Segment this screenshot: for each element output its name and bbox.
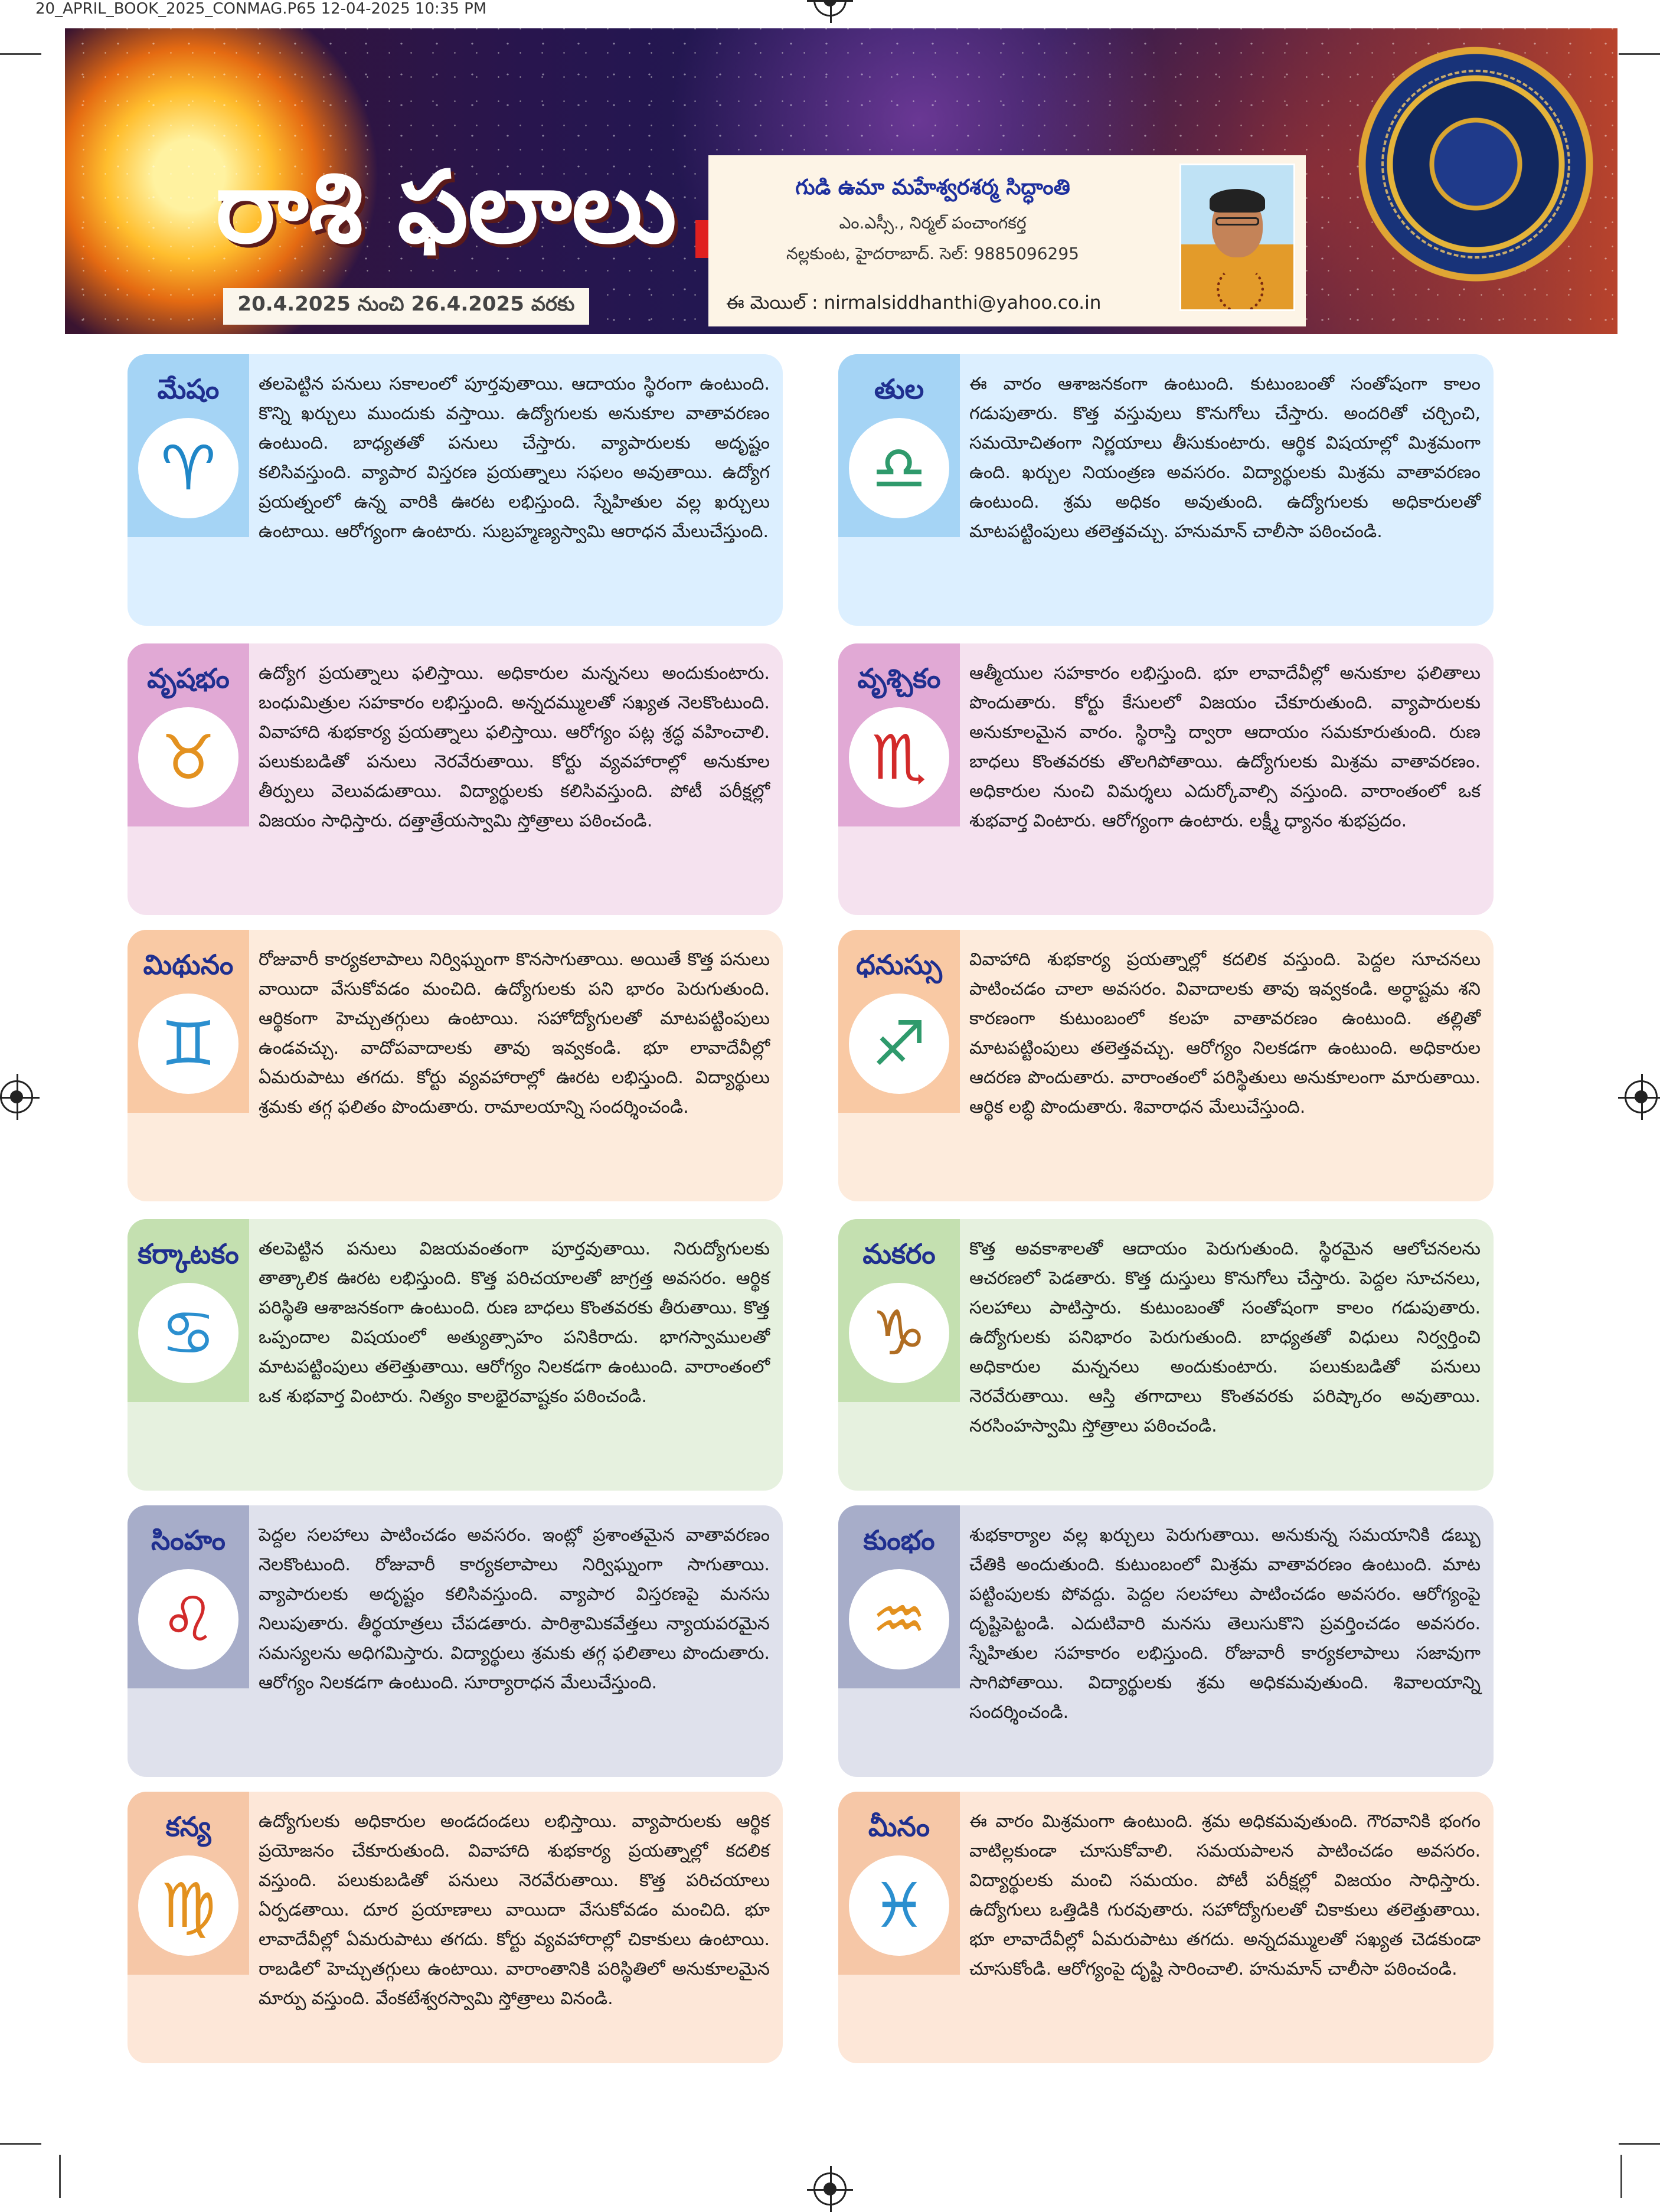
sign-prediction: శుభకార్యాల వల్ల ఖర్చులు పెరుగుతాయి. అనుకున్న సమయానికి డబ్బు చేతికి అందుతుంది. కుటుంబంలో మిశ్రమ వాతావరణం ఉంటుంది. మాట పట్టింపులకు పోవద్దు. పెద్దల సలహాలు పాటించడం అవసరం. ఆరోగ్యంపై దృష్టిపెట్టండి. ఎదుటివారి మనసు తెలుసుకొని ప్రవర్తించడం అవసరం. స్నేహితుల సహకారం లభిస్తుంది. రోజువారీ కార్యకలాపాలు సజావుగా సాగిపోతాయి. విద్యార్థులకు శ్రమ అధికమవుతుంది. శివాలయాన్ని సందర్శించండి. <box>969 1525 1481 1723</box>
sign-prediction: పెద్దల సలహాలు పాటించడం అవసరం. ఇంట్లో ప్రశాంతమైన వాతావరణం నెలకొంటుంది. రోజువారీ కార్యకలాపాలు నిర్విఘ్నంగా సాగుతాయి. వ్యాపారులకు అదృష్టం కలిసివస్తుంది. వ్యాపార విస్తరణపై మనసు నిలుపుతారు. తీర్థయాత్రలు చేపడతారు. పారిశ్రామికవేత్తలు న్యాయపరమైన సమస్యలను అధిగమిస్తారు. విద్యార్థులు శ్రమకు తగ్గ ఫలితాలు పొందుతారు. ఆరోగ్యం నిలకడగా ఉంటుంది. సూర్యారాధన మేలుచేస్తుంది. <box>259 1525 770 1693</box>
sign-prediction: ఈ వారం ఆశాజనకంగా ఉంటుంది. కుటుంబంతో సంతోషంగా కాలం గడుపుతారు. కొత్త వస్తువులు కొనుగోలు చేస్తారు. అందరితో చర్చించి, సమయోచితంగా నిర్ణయాలు తీసుకుంటారు. ఆర్థిక విషయాల్లో మిశ్రమంగా ఉంది. ఖర్చుల నియంత్రణ అవసరం. విద్యార్థులకు మిశ్రమ వాతావరణం ఉంటుంది. శ్రమ అధికం అవుతుంది. ఉద్యోగులకు అధికారులతో మాటపట్టింపులు తలెత్తవచ్చు. హనుమాన్ చాలీసా పఠించండి. <box>969 374 1481 542</box>
crab-icon: ♋ <box>138 1283 238 1383</box>
sign-prediction: ఉద్యోగులకు అధికారుల అండదండలు లభిస్తాయి. వ్యాపారులకు ఆర్థిక ప్రయోజనం చేకూరుతుంది. వివాహాది శుభకార్య ప్రయత్నాల్లో కదలిక వస్తుంది. పలుకుబడితో పనులు నెరవేరుతాయి. కొత్త పరిచయాలు ఏర్పడతాయి. దూర ప్రయాణాలు వాయిదా వేసుకోవడం మంచిది. భూ లావాదేవీల్లో ఏమరుపాటు తగదు. కోర్టు వ్యవహారాల్లో చికాకులు ఉంటాయి. రాబడిలో హెచ్చుతగ్గులు ఉంటాయి. వారాంతానికి పరిస్థితిలో అనుకూలమైన మార్పు వస్తుంది. వేంకటేశ్వరస్వామి స్తోత్రాలు వినండి. <box>259 1811 770 2009</box>
sign-prediction: కొత్త అవకాశాలతో ఆదాయం పెరుగుతుంది. స్థిరమైన ఆలోచనలను ఆచరణలో పెడతారు. కొత్త దుస్తులు కొనుగోలు చేస్తారు. పెద్దల సూచనలు, సలహాలు పాటిస్తారు. కుటుంబంతో సంతోషంగా కాలం గడుపుతారు. ఉద్యోగులకు పనిభారం పెరుగుతుంది. బాధ్యతతో విధులు నిర్వర్తించి అధికారుల మన్ననలు అందుకుంటారు. పలుకుబడితో పనులు నెరవేరుతాయి. ఆస్తి తగాదాలు కొంతవరకు పరిష్కారం అవుతాయి. నరసింహస్వామి స్తోత్రాలు పఠించండి. <box>969 1239 1481 1436</box>
maiden-icon: ♍ <box>138 1855 238 1956</box>
sign-prediction: తలపెట్టిన పనులు సకాలంలో పూర్తవుతాయి. ఆదాయం స్థిరంగా ఉంటుంది. కొన్ని ఖర్చులు ముందుకు వస్తాయి. ఉద్యోగులకు అనుకూల వాతావరణం ఉంటుంది. బాధ్యతతో పనులు చేస్తారు. వ్యాపారులకు అదృష్టం కలిసివస్తుంది. వ్యాపార విస్తరణ ప్రయత్నాలు సఫలం అవుతాయి. ఉద్యోగ ప్రయత్నంలో ఉన్న వారికి ఊరట లభిస్తుంది. స్నేహితుల వల్ల ఖర్చులు ఉంటాయి. ఆరోగ్యంగా ఉంటారు. సుబ్రహ్మణ్యస్వామి ఆరాధన మేలుచేస్తుంది. <box>259 374 770 542</box>
sign-card-kumbham <box>838 1505 1494 1777</box>
header-banner <box>65 28 1617 334</box>
sign-prediction: ఈ వారం మిశ్రమంగా ఉంటుంది. శ్రమ అధికమవుతుంది. గౌరవానికి భంగం వాటిల్లకుండా చూసుకోవాలి. సమయపాలన పాటించడం అవసరం. విద్యార్థులకు మంచి సమయం. పోటీ పరీక్షల్లో విజయం సాధిస్తారు. ఉద్యోగులు ఒత్తిడికి గురవుతారు. సహోద్యోగులతో చికాకులు తలెత్తుతాయి. భూ లావాదేవీల్లో ఏమరుపాటు తగదు. అన్నదమ్ములతో సఖ్యత చెడకుండా చూసుకోండి. ఆరోగ్యంపై దృష్టి సారించాలి. హనుమాన్ చాలీసా పఠించండి. <box>969 1811 1481 1979</box>
sign-card-simham <box>128 1505 783 1777</box>
sign-card-mithunam <box>128 930 783 1201</box>
sign-card-kanya <box>128 1792 783 2063</box>
sign-name: కుంభం <box>863 1524 935 1556</box>
sign-card-meenam <box>838 1792 1494 2063</box>
sign-name: తుల <box>874 373 924 405</box>
sign-prediction: ఉద్యోగ ప్రయత్నాలు ఫలిస్తాయి. అధికారుల మన్ననలు అందుకుంటారు. బంధుమిత్రుల సహకారం లభిస్తుంది. అన్నదమ్ములతో సఖ్యత నెలకొంటుంది. వివాహాది శుభకార్య ప్రయత్నాలు ఫలిస్తాయి. ఆరోగ్యం పట్ల శ్రద్ధ వహించాలి. పలుకుబడితో పనులు నెరవేరుతాయి. కోర్టు వ్యవహారాల్లో అనుకూల తీర్పులు వెలువడుతాయి. విద్యార్థులకు కలిసివస్తుంది. పోటీ పరీక్షల్లో విజయం సాధిస్తారు. దత్తాత్రేయస్వామి స్తోత్రాలు పఠించండి. <box>259 663 770 831</box>
sign-name: ధనుస్సు <box>856 949 942 981</box>
lion-icon: ♌ <box>138 1569 238 1669</box>
crop-mark <box>1619 2143 1660 2145</box>
registration-mark-icon <box>813 0 847 17</box>
sign-name: మీనం <box>868 1811 930 1842</box>
sign-card-thula <box>838 354 1494 626</box>
registration-mark-icon <box>813 2172 847 2206</box>
sign-prediction: తలపెట్టిన పనులు విజయవంతంగా పూర్తవుతాయి. నిరుద్యోగులకు తాత్కాలిక ఊరట లభిస్తుంది. కొత్త పరిచయాలతో జాగ్రత్త అవసరం. ఆర్థిక పరిస్థితి ఆశాజనకంగా ఉంటుంది. రుణ బాధలు కొంతవరకు తీరుతాయి. కొత్త ఒప్పందాల విషయంలో అత్యుత్సాహం పనికిరాదు. భాగస్వాములతో మాటపట్టింపులు తలెత్తుతాయి. ఆరోగ్యం నిలకడగా ఉంటుంది. వారాంతంలో ఒక శుభవార్త వింటారు. నిత్యం కాలభైరవాష్టకం పఠించండి. <box>259 1239 770 1407</box>
sign-name: మేషం <box>157 373 220 405</box>
crop-mark <box>0 2143 41 2145</box>
sign-name: కర్కాటకం <box>138 1238 239 1270</box>
sign-card-vruschikam <box>838 643 1494 915</box>
crop-mark <box>1619 53 1660 55</box>
registration-mark-icon <box>0 1080 33 1113</box>
ram-icon: ♈ <box>138 418 238 518</box>
fish-icon: ♓ <box>849 1855 949 1956</box>
sign-card-karkatakam <box>128 1219 783 1491</box>
sign-card-mesham <box>128 354 783 626</box>
sign-card-dhanussu <box>838 930 1494 1201</box>
page-title: రాశి ఫలాలు <box>215 149 677 265</box>
author-name: గుడి ఉమా మహేశ్వరశర్మ సిద్ధాంతి <box>795 175 1070 200</box>
twins-icon: ♊ <box>138 994 238 1094</box>
registration-mark-icon <box>1625 1080 1658 1113</box>
sign-name: కన్య <box>165 1811 211 1842</box>
author-email: ఈ మెయిల్ : nirmalsiddhanthi@yahoo.co.in <box>726 292 1102 313</box>
goat-icon: ♑ <box>849 1283 949 1383</box>
sign-name: మకరం <box>862 1238 936 1270</box>
scales-icon: ♎ <box>849 418 949 518</box>
author-qualification: ఎం.ఎస్సీ., నిర్మల్ పంచాంగకర్త <box>839 213 1027 233</box>
red-tab <box>695 220 708 258</box>
sign-prediction: ఆత్మీయుల సహకారం లభిస్తుంది. భూ లావాదేవీల్లో అనుకూల ఫలితాలు పొందుతారు. కోర్టు కేసులలో విజయం చేకూరుతుంది. వ్యాపారులకు అనుకూలమైన వారం. స్థిరాస్తి ద్వారా ఆదాయం సమకూరుతుంది. రుణ బాధలు కొంతవరకు తొలగిపోతాయి. ఉద్యోగులకు మిశ్రమ వాతావరణం. అధికారుల నుంచి విమర్శలు ఎదుర్కోవాల్సి వస్తుంది. వారాంతంలో ఒక శుభవార్త వింటారు. ఆరోగ్యంగా ఉంటారు. లక్ష్మీ ధ్యానం శుభప్రదం. <box>969 663 1481 831</box>
sign-prediction: రోజువారీ కార్యకలాపాలు నిర్విఘ్నంగా కొనసాగుతాయి. అయితే కొత్త పనులు వాయిదా వేసుకోవడం మంచిది. ఉద్యోగులకు పని భారం పెరుగుతుంది. ఆర్థికంగా హెచ్చుతగ్గులు ఉంటాయి. సహోద్యోగులతో మాటపట్టింపులు ఉండవచ్చు. వాదోపవాదాలకు తావు ఇవ్వకండి. భూ లావాదేవీల్లో ఏమరుపాటు తగదు. కోర్టు వ్యవహారాల్లో ఊరట లభిస్తుంది. విద్యార్థులు శ్రమకు తగ్గ ఫలితం పొందుతారు. రామాలయాన్ని సందర్శించండి. <box>259 949 770 1118</box>
sign-name: వృశ్చికం <box>857 662 941 694</box>
author-photo <box>1179 164 1295 311</box>
scorpion-icon: ♏ <box>849 707 949 808</box>
sign-card-makaram <box>838 1219 1494 1491</box>
author-address: నల్లకుంట, హైదరాబాద్. సెల్: 9885096295 <box>786 244 1079 263</box>
crop-mark <box>59 2155 61 2198</box>
bull-icon: ♉ <box>138 707 238 808</box>
sign-name: వృషభం <box>147 662 230 694</box>
print-slug: 20_APRIL_BOOK_2025_CONMAG.P65 12-04-2025 10:35 PM <box>35 0 487 18</box>
water-pot-icon: ♒ <box>849 1569 949 1669</box>
archer-icon: ♐ <box>849 994 949 1094</box>
sign-prediction: వివాహాది శుభకార్య ప్రయత్నాల్లో కదలిక వస్తుంది. పెద్దల సూచనలు పాటించడం చాలా అవసరం. వివాదాలకు తావు ఇవ్వకండి. అర్ధాష్టమ శని కారణంగా కుటుంబంలో కలహ వాతావరణం ఉంటుంది. తల్లితో మాటపట్టింపులు తలెత్తవచ్చు. ఆరోగ్యం నిలకడగా ఉంటుంది. అధికారుల ఆదరణ పొందుతారు. వారాంతంలో పరిస్థితులు అనుకూలంగా మారుతాయి. ఆర్థిక లబ్ధి పొందుతారు. శివారాధన మేలుచేస్తుంది. <box>969 949 1481 1118</box>
date-range: 20.4.2025 నుంచి 26.4.2025 వరకు <box>223 288 589 325</box>
crop-mark <box>1620 2155 1622 2198</box>
author-card <box>708 155 1306 326</box>
sign-name: మిథునం <box>143 949 234 981</box>
zodiac-wheel-icon <box>1358 46 1594 282</box>
sign-name: సింహం <box>151 1524 226 1556</box>
crop-mark <box>0 53 41 55</box>
sign-card-vrushabham <box>128 643 783 915</box>
